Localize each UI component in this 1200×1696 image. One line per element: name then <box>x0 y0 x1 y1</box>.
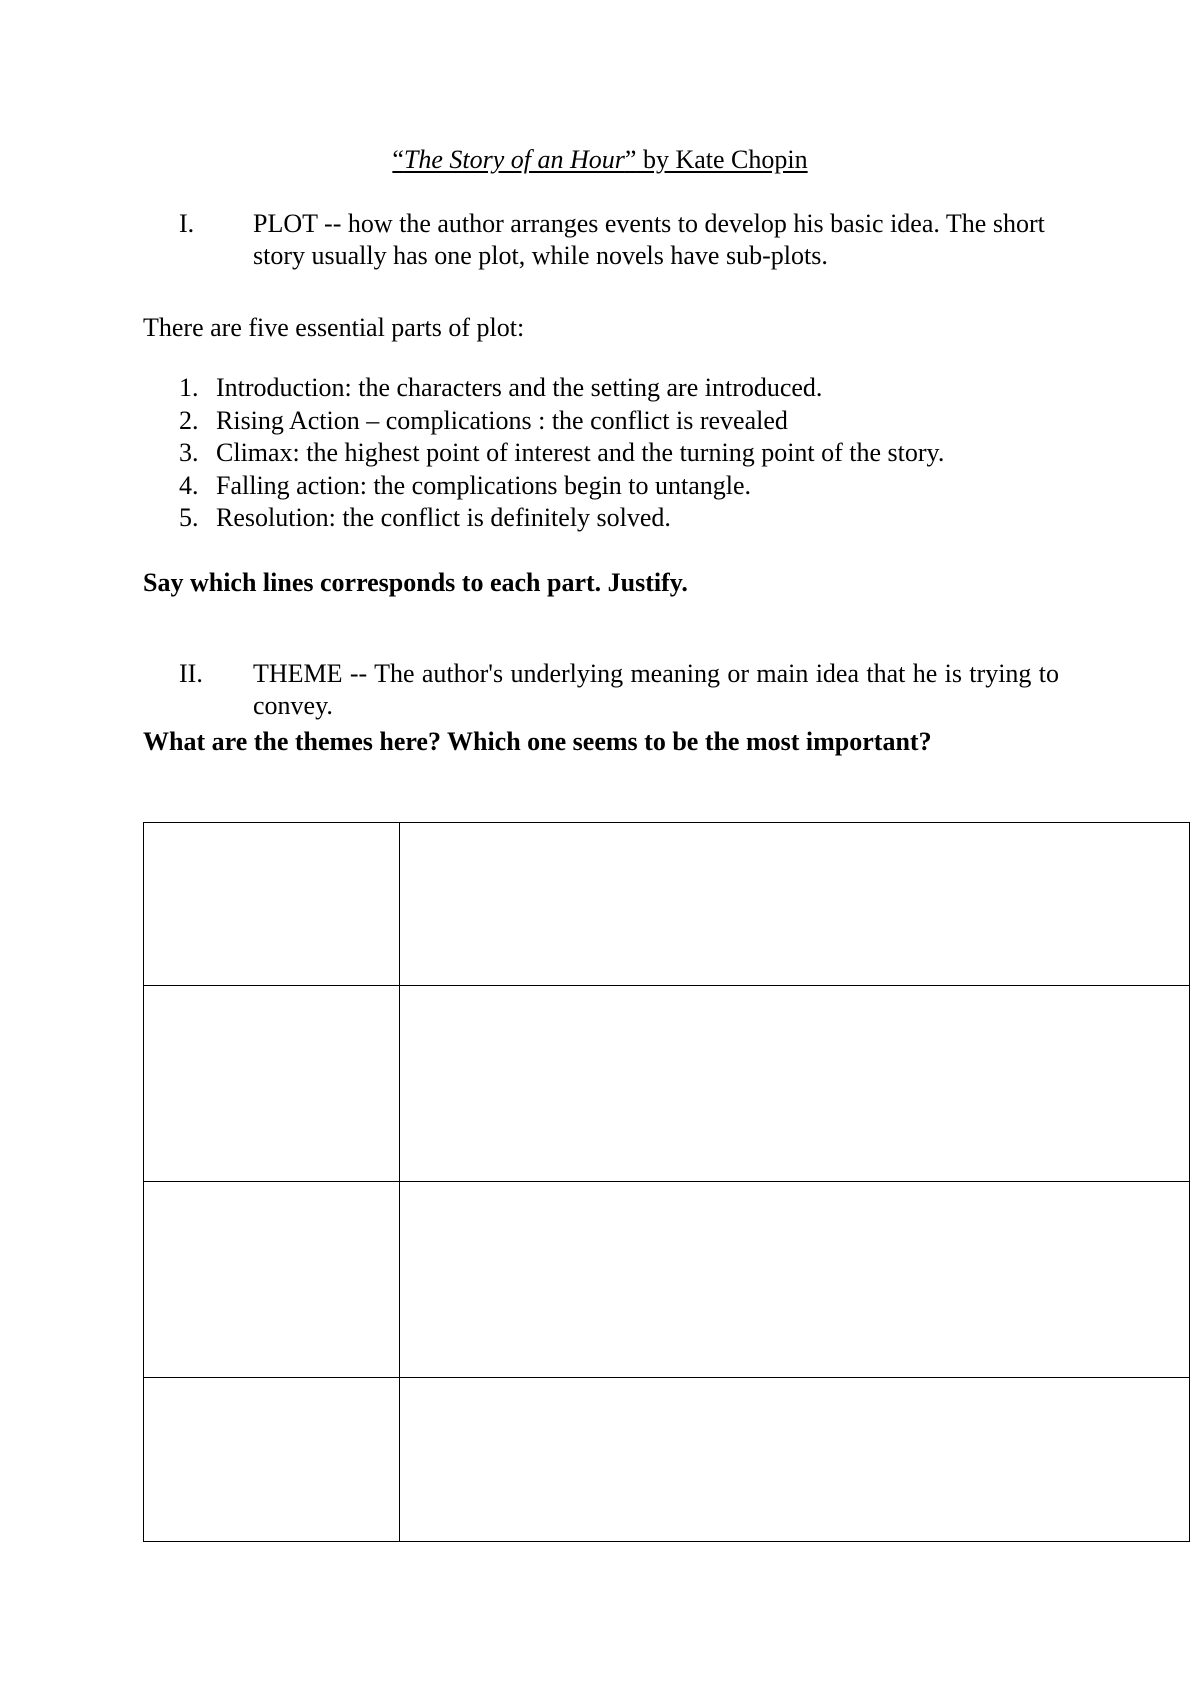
plot-parts-list <box>143 372 1083 535</box>
theme-question: What are the themes here? Which one seems to be the most important? <box>143 727 932 756</box>
list-item-text: Rising Action – complications : the conflict is revealed <box>216 405 788 435</box>
section-definition: PLOT -- how the author arranges events to develop his basic idea. The short story usually has one plot, while novels have sub-plots. <box>253 209 1045 270</box>
section-numeral: II. <box>179 659 203 688</box>
answer-table <box>143 822 1190 1542</box>
list-item-number: 1. <box>179 373 199 402</box>
title-open-quote: “ <box>392 145 404 174</box>
table-cell-answer[interactable] <box>400 823 1190 986</box>
list-item <box>143 470 1083 503</box>
list-item-number: 2. <box>179 405 199 435</box>
plot-parts-intro: There are five essential parts of plot: <box>143 313 525 342</box>
table-cell-label[interactable] <box>144 986 400 1182</box>
title-close-quote: ” <box>624 145 637 174</box>
list-item-text: Falling action: the complications begin to untangle. <box>216 470 752 500</box>
list-item <box>143 405 1083 438</box>
table-row <box>144 823 1190 986</box>
table-row <box>144 1378 1190 1542</box>
list-item-number: 5. <box>179 503 199 532</box>
table-cell-label[interactable] <box>144 1182 400 1378</box>
table-cell-label[interactable] <box>144 1378 400 1542</box>
table-cell-answer[interactable] <box>400 1182 1190 1378</box>
list-item-text: Introduction: the characters and the setting are introduced. <box>216 373 823 402</box>
table-cell-label[interactable] <box>144 823 400 986</box>
list-item-number: 4. <box>179 470 199 500</box>
section-numeral: I. <box>179 209 195 238</box>
list-item <box>143 437 1083 470</box>
list-item-number: 3. <box>179 438 199 467</box>
table-cell-answer[interactable] <box>400 1378 1190 1542</box>
table-cell-answer[interactable] <box>400 986 1190 1182</box>
plot-question: Say which lines corresponds to each part. Justify. <box>143 568 688 597</box>
table-row <box>144 986 1190 1182</box>
worksheet-title <box>0 144 1200 176</box>
story-title: The Story of an Hour <box>403 145 625 174</box>
title-byline: by Kate Chopin <box>636 145 808 174</box>
list-item <box>143 372 1083 405</box>
list-item-text: Climax: the highest point of interest and the turning point of the story. <box>216 438 945 467</box>
section-definition: THEME -- The author's underlying meaning or main idea that he is trying to convey. <box>253 659 1059 720</box>
list-item <box>143 502 1083 535</box>
list-item-text: Resolution: the conflict is definitely solved. <box>216 503 671 532</box>
table-row <box>144 1182 1190 1378</box>
